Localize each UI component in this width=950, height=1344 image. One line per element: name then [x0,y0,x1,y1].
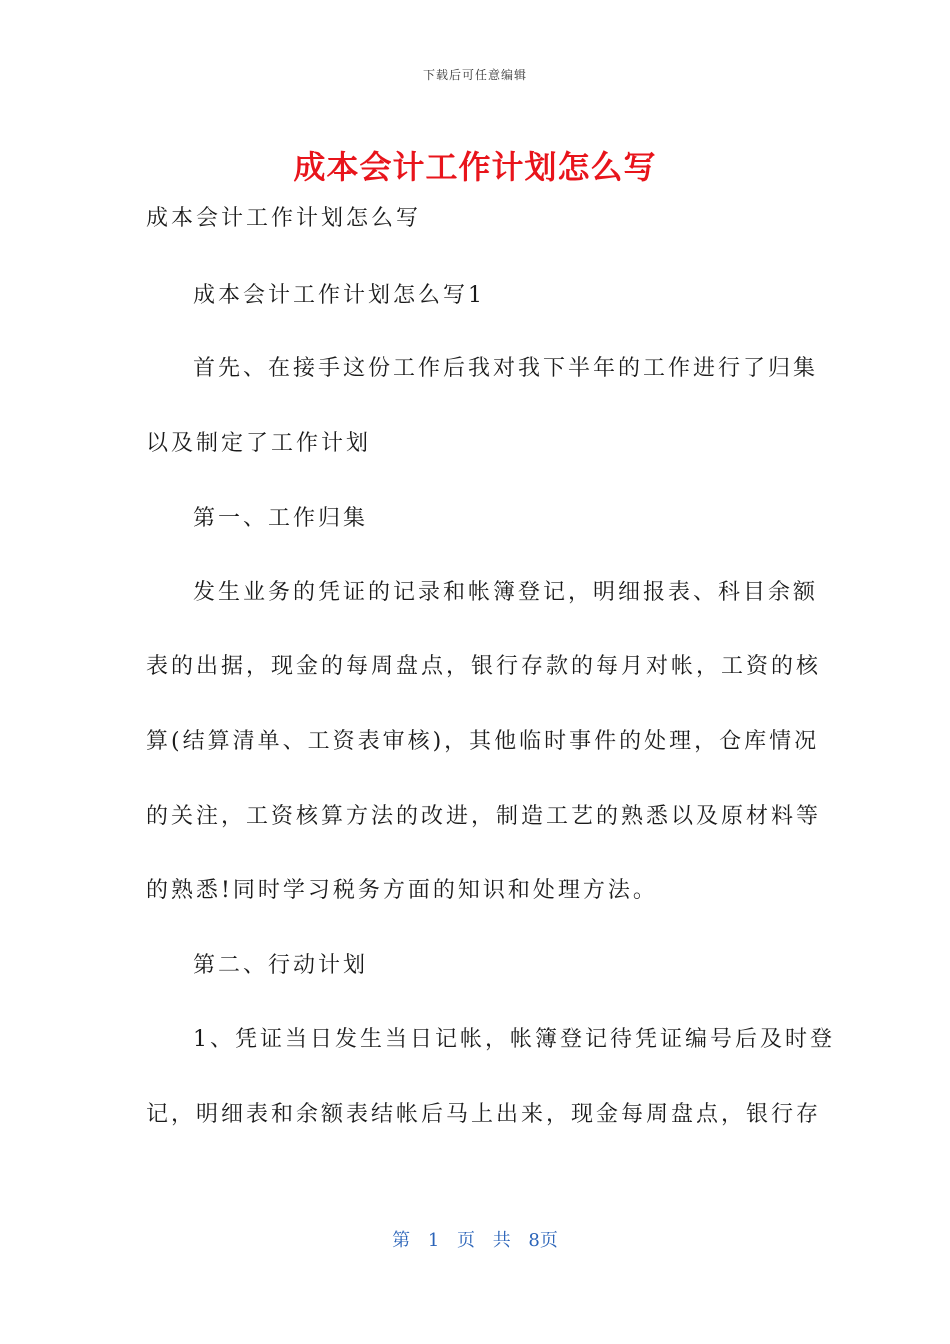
body-line: 成本会计工作计划怎么写1 [193,283,485,308]
body-line: 表的出据，现金的每周盘点，银行存款的每月对帐，工资的核 [146,654,822,679]
body-line: 第二、行动计划 [193,953,369,978]
body-line: 发生业务的凭证的记录和帐簿登记，明细报表、科目余额 [193,580,819,605]
body-line: 首先、在接手这份工作后我对我下半年的工作进行了归集 [193,356,819,381]
body-line: 的关注，工资核算方法的改进，制造工艺的熟悉以及原材料等 [146,804,822,829]
body-line: 的熟悉!同时学习税务方面的知识和处理方法。 [146,878,658,903]
body-line: 以及制定了工作计划 [146,431,372,456]
body-line: 1、凭证当日发生当日记帐，帐簿登记待凭证编号后及时登 [193,1027,835,1052]
header-note: 下载后可任意编辑 [422,68,527,82]
page-indicator: 第 1 页 共 8页 [392,1230,558,1251]
body-line: 记，明细表和余额表结帐后马上出来，现金每周盘点，银行存 [146,1102,822,1127]
body-line: 算(结算清单、工资表审核)，其他临时事件的处理，仓库情况 [146,729,820,754]
document-title: 成本会计工作计划怎么写 [293,148,657,186]
body-line: 成本会计工作计划怎么写 [146,206,422,231]
body-line: 第一、工作归集 [193,506,369,531]
